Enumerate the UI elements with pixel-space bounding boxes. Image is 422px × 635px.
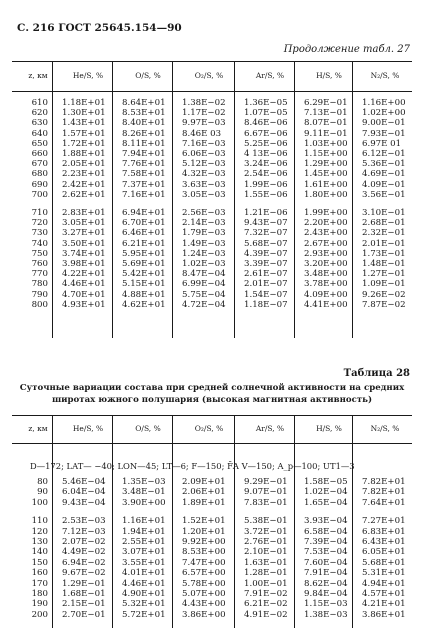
value-cell: 1.49E−03 xyxy=(182,238,226,249)
value-cell: 6.83E+01 xyxy=(362,526,406,537)
value-cell: 1.17E−02 xyxy=(182,108,226,119)
value-cell: 7.83E−01 xyxy=(244,497,288,508)
value-cell: 1.65E−04 xyxy=(304,497,348,508)
value-cell: 4.70E+01 xyxy=(62,289,106,300)
altitude-cell: 110 xyxy=(31,516,48,527)
column-header: H/S, % xyxy=(316,71,342,80)
value-cell: 2.43E+00 xyxy=(304,228,348,239)
altitude-cell: 770 xyxy=(31,269,48,280)
column-divider xyxy=(294,61,295,338)
value-cell: 9.29E−01 xyxy=(244,477,288,487)
altitude-cell: 680 xyxy=(31,169,48,180)
value-cell: 7.91E−04 xyxy=(304,568,348,579)
value-cell: 2.05E+01 xyxy=(62,159,106,170)
altitude-cell: 790 xyxy=(31,289,48,300)
value-cell: 1.15E+00 xyxy=(304,149,348,159)
altitude-cell: 750 xyxy=(31,248,48,259)
column-header: O₂/S, % xyxy=(194,71,224,80)
value-cell: 2.55E+01 xyxy=(122,537,166,547)
value-cell: 9.26E−02 xyxy=(362,289,406,300)
column-header: Ar/S, % xyxy=(255,71,285,80)
value-cell: 7.53E−04 xyxy=(304,547,348,558)
title-line-1: Суточные вариации состава при средней солнечной активности на средних xyxy=(19,383,405,393)
value-cell: 3.90E+00 xyxy=(122,497,166,508)
value-cell: 3.72E−01 xyxy=(244,526,288,537)
value-cell: 7.82E+01 xyxy=(362,487,406,498)
altitude-cell: 190 xyxy=(31,599,48,610)
column-divider xyxy=(234,415,235,628)
value-cell: 7.64E+01 xyxy=(362,497,406,508)
value-cell: 3.78E+00 xyxy=(304,279,348,290)
column-header: N₂/S, % xyxy=(370,424,400,433)
value-cell: 6.04E−04 xyxy=(62,487,106,498)
value-cell: 2.06E+01 xyxy=(182,487,226,498)
value-cell: 3.48E+00 xyxy=(304,269,348,280)
page-gost-number: С. 216 ГОСТ 25645.154—90 xyxy=(17,22,182,34)
value-cell: 1.02E+00 xyxy=(362,108,406,119)
altitude-cell: 140 xyxy=(31,547,48,558)
altitude-cell: 610 xyxy=(31,98,48,108)
column-divider xyxy=(172,61,173,338)
value-cell: 4.49E−02 xyxy=(62,547,106,558)
value-cell: 1.63E−01 xyxy=(244,557,288,568)
value-cell: 4 13E−06 xyxy=(244,149,288,159)
value-cell: 1.61E+00 xyxy=(304,179,348,190)
value-cell: 9.00E−01 xyxy=(362,118,406,129)
value-cell: 1.18E−07 xyxy=(244,299,288,310)
altitude-cell: 80 xyxy=(37,477,48,487)
altitude-cell: 170 xyxy=(31,578,48,589)
column-divider xyxy=(352,415,353,628)
value-cell: 2.15E−01 xyxy=(62,599,106,610)
value-cell: 8.62E−04 xyxy=(304,578,348,589)
title-line-2: широтах южного полушария (высокая магнитная активность) xyxy=(51,395,373,405)
value-cell: 7.12E−03 xyxy=(62,526,106,537)
value-cell: 1.30E+01 xyxy=(62,108,106,119)
value-cell: 6.70E+01 xyxy=(122,218,166,229)
value-cell: 1.43E+01 xyxy=(62,118,106,129)
value-cell: 9.97E−03 xyxy=(182,118,226,129)
column-header: z, км xyxy=(28,424,48,433)
value-cell: 1.36E−05 xyxy=(244,98,288,108)
value-cell: 2.10E−01 xyxy=(244,547,288,558)
value-cell: 5.31E+01 xyxy=(362,568,406,579)
model-conditions: D—172; LAT— −40; LON—45; LT—6; F—150; F̄A V—150; A_p—100; UT1—3 xyxy=(30,461,355,471)
value-cell: 2.14E−03 xyxy=(182,218,226,229)
table-reference: табл. 27 xyxy=(363,44,410,55)
value-cell: 2.53E−03 xyxy=(62,516,106,527)
value-cell: 7.47E+00 xyxy=(182,557,226,568)
value-cell: 4.91E−02 xyxy=(244,609,288,620)
value-cell: 5.42E+01 xyxy=(122,269,166,280)
value-cell: 8.47E−04 xyxy=(182,269,226,280)
value-cell: 6.57E+00 xyxy=(182,568,226,579)
value-cell: 7.27E+01 xyxy=(362,516,406,527)
value-cell: 2.93E+00 xyxy=(304,248,348,259)
value-cell: 3.50E+01 xyxy=(62,238,106,249)
value-cell: 1.57E+01 xyxy=(62,128,106,139)
value-cell: 1.16E+00 xyxy=(362,98,406,108)
value-cell: 1.45E+00 xyxy=(304,169,348,180)
value-cell: 6.06E−03 xyxy=(182,149,226,159)
value-cell: 2.70E−01 xyxy=(62,609,106,620)
altitude-cell: 160 xyxy=(31,568,48,579)
value-cell: 3.05E−03 xyxy=(182,189,226,200)
value-cell: 4.88E+01 xyxy=(122,289,166,300)
value-cell: 1.89E+01 xyxy=(182,497,226,508)
value-cell: 9.43E−07 xyxy=(244,218,288,229)
value-cell: 4.39E−07 xyxy=(244,248,288,259)
column-divider xyxy=(294,415,295,628)
altitude-cell: 90 xyxy=(37,487,48,498)
value-cell: 1.02E−04 xyxy=(304,487,348,498)
column-header: O₂/S, % xyxy=(194,424,224,433)
value-cell: 2.09E+01 xyxy=(182,477,226,487)
value-cell: 3.86E+00 xyxy=(182,609,226,620)
table-number: 28 xyxy=(396,368,410,379)
column-header: Ar/S, % xyxy=(255,424,285,433)
value-cell: 5.78E+00 xyxy=(182,578,226,589)
value-cell: 7.39E−04 xyxy=(304,537,348,547)
value-cell: 3.98E+01 xyxy=(62,259,106,269)
value-cell: 3.39E−07 xyxy=(244,259,288,269)
column-divider xyxy=(234,61,235,338)
value-cell: 7.76E+01 xyxy=(122,159,166,170)
value-cell: 6.21E−02 xyxy=(244,599,288,610)
value-cell: 2.83E+01 xyxy=(62,208,106,218)
value-cell: 9.43E−04 xyxy=(62,497,106,508)
value-cell: 4.57E+01 xyxy=(362,589,406,599)
value-cell: 3.74E+01 xyxy=(62,248,106,259)
value-cell: 4.72E−04 xyxy=(182,299,226,310)
value-cell: 2.01E−07 xyxy=(244,279,288,290)
value-cell: 4.43E+00 xyxy=(182,599,226,610)
value-cell: 8.07E−01 xyxy=(304,118,348,129)
value-cell: 1.29E+00 xyxy=(304,159,348,170)
value-cell: 1.38E−03 xyxy=(304,609,348,620)
value-cell: 9.67E−02 xyxy=(62,568,106,579)
value-cell: 4.69E−01 xyxy=(362,169,406,180)
altitude-cell: 720 xyxy=(31,218,48,229)
column-divider xyxy=(52,415,53,628)
value-cell: 5.72E+01 xyxy=(122,609,166,620)
column-divider xyxy=(172,415,173,628)
value-cell: 1.15E−03 xyxy=(304,599,348,610)
value-cell: 2.54E−06 xyxy=(244,169,288,180)
value-cell: 4.32E−03 xyxy=(182,169,226,180)
value-cell: 4.90E+01 xyxy=(122,589,166,599)
column-header: H/S, % xyxy=(316,424,342,433)
value-cell: 1.52E+01 xyxy=(182,516,226,527)
value-cell: 1.27E−01 xyxy=(362,269,406,280)
value-cell: 5.36E−01 xyxy=(362,159,406,170)
value-cell: 8.46E−06 xyxy=(244,118,288,129)
value-cell: 1.99E+00 xyxy=(304,208,348,218)
value-cell: 8.26E+01 xyxy=(122,128,166,139)
value-cell: 1.24E−03 xyxy=(182,248,226,259)
value-cell: 7.60E−04 xyxy=(304,557,348,568)
altitude-cell: 780 xyxy=(31,279,48,290)
value-cell: 1.29E−01 xyxy=(62,578,106,589)
value-cell: 2.68E−01 xyxy=(362,218,406,229)
value-cell: 3.27E+01 xyxy=(62,228,106,239)
value-cell: 1.20E+01 xyxy=(182,526,226,537)
value-cell: 5.68E−07 xyxy=(244,238,288,249)
value-cell: 3.93E−04 xyxy=(304,516,348,527)
column-header: He/S, % xyxy=(72,424,104,433)
value-cell: 3.20E+00 xyxy=(304,259,348,269)
value-cell: 6.94E−02 xyxy=(62,557,106,568)
value-cell: 1.09E−01 xyxy=(362,279,406,290)
altitude-cell: 200 xyxy=(31,609,48,620)
value-cell: 2.20E+00 xyxy=(304,218,348,229)
value-cell: 1.99E−06 xyxy=(244,179,288,190)
altitude-cell: 640 xyxy=(31,128,48,139)
value-cell: 2.07E−02 xyxy=(62,537,106,547)
value-cell: 6.67E−06 xyxy=(244,128,288,139)
value-cell: 5.32E+01 xyxy=(122,599,166,610)
page-header xyxy=(17,22,407,36)
value-cell: 1.38E−02 xyxy=(182,98,226,108)
value-cell: 8.11E+01 xyxy=(122,138,166,149)
value-cell: 5.68E+01 xyxy=(362,557,406,568)
value-cell: 4.41E+00 xyxy=(304,299,348,310)
value-cell: 9.92E+00 xyxy=(182,537,226,547)
column-divider xyxy=(112,61,113,338)
continuation-word: Продолжение xyxy=(283,44,360,55)
value-cell: 4.21E+01 xyxy=(362,599,406,610)
value-cell: 4.22E+01 xyxy=(62,269,106,280)
value-cell: 1.00E−01 xyxy=(244,578,288,589)
value-cell: 6.12E−01 xyxy=(362,149,406,159)
value-cell: 3.63E−03 xyxy=(182,179,226,190)
value-cell: 4.01E+01 xyxy=(122,568,166,579)
value-cell: 8.53E+00 xyxy=(182,547,226,558)
value-cell: 6.94E+01 xyxy=(122,208,166,218)
value-cell: 4.94E+01 xyxy=(362,578,406,589)
column-header: O/S, % xyxy=(135,424,161,433)
value-cell: 7.87E−02 xyxy=(362,299,406,310)
value-cell: 1.58E−05 xyxy=(304,477,348,487)
value-cell: 3.56E−01 xyxy=(362,189,406,200)
value-cell: 3.10E−01 xyxy=(362,208,406,218)
value-cell: 8.46E 03 xyxy=(182,128,222,139)
value-cell: 6.21E+01 xyxy=(122,238,166,249)
value-cell: 2.76E−01 xyxy=(244,537,288,547)
altitude-cell: 740 xyxy=(31,238,48,249)
value-cell: 5.07E+00 xyxy=(182,589,226,599)
value-cell: 2.62E+01 xyxy=(62,189,106,200)
column-header: O/S, % xyxy=(135,71,161,80)
value-cell: 9.07E−01 xyxy=(244,487,288,498)
value-cell: 6.43E+01 xyxy=(362,537,406,547)
column-divider xyxy=(52,61,53,338)
table-word: Таблица xyxy=(343,368,393,379)
column-header: z, км xyxy=(28,71,48,80)
altitude-cell: 660 xyxy=(31,149,48,159)
value-cell: 5.12E−03 xyxy=(182,159,226,170)
altitude-cell: 650 xyxy=(31,138,48,149)
altitude-cell: 700 xyxy=(31,189,48,200)
value-cell: 1.35E−03 xyxy=(122,477,166,487)
value-cell: 2.01E−01 xyxy=(362,238,406,249)
value-cell: 5.38E−01 xyxy=(244,516,288,527)
value-cell: 2.61E−07 xyxy=(244,269,288,280)
value-cell: 1.80E+00 xyxy=(304,189,348,200)
value-cell: 3.05E+01 xyxy=(62,218,106,229)
altitude-cell: 730 xyxy=(31,228,48,239)
value-cell: 8.64E+01 xyxy=(122,98,166,108)
value-cell: 9.84E−04 xyxy=(304,589,348,599)
altitude-cell: 150 xyxy=(31,557,48,568)
value-cell: 6.58E−04 xyxy=(304,526,348,537)
value-cell: 1.72E+01 xyxy=(62,138,106,149)
value-cell: 8.53E+01 xyxy=(122,108,166,119)
value-cell: 5.46E−04 xyxy=(62,477,106,487)
value-cell: 2.32E−01 xyxy=(362,228,406,239)
value-cell: 3.86E+01 xyxy=(362,609,406,620)
value-cell: 1.48E−01 xyxy=(362,259,406,269)
value-cell: 5.95E+01 xyxy=(122,248,166,259)
value-cell: 1.16E+01 xyxy=(122,516,166,527)
value-cell: 5.15E+01 xyxy=(122,279,166,290)
value-cell: 7.32E−07 xyxy=(244,228,288,239)
altitude-cell: 800 xyxy=(31,299,48,310)
value-cell: 5.25E−06 xyxy=(244,138,288,149)
altitude-cell: 630 xyxy=(31,118,48,129)
column-header: N₂/S, % xyxy=(370,71,400,80)
value-cell: 7.91E−02 xyxy=(244,589,288,599)
value-cell: 2.67E+00 xyxy=(304,238,348,249)
value-cell: 7.13E−01 xyxy=(304,108,348,119)
value-cell: 7.37E+01 xyxy=(122,179,166,190)
altitude-cell: 120 xyxy=(31,526,48,537)
value-cell: 4.46E+01 xyxy=(122,578,166,589)
altitude-cell: 710 xyxy=(31,208,48,218)
value-cell: 1.94E+01 xyxy=(122,526,166,537)
value-cell: 1.68E−01 xyxy=(62,589,106,599)
altitude-cell: 620 xyxy=(31,108,48,119)
value-cell: 1.73E−01 xyxy=(362,248,406,259)
column-divider xyxy=(352,61,353,338)
value-cell: 7.58E+01 xyxy=(122,169,166,180)
table-28-label xyxy=(344,368,410,379)
value-cell: 1.55E−06 xyxy=(244,189,288,200)
value-cell: 6.05E+01 xyxy=(362,547,406,558)
value-cell: 1.21E−06 xyxy=(244,208,288,218)
value-cell: 3.48E−01 xyxy=(122,487,166,498)
column-divider xyxy=(112,415,113,628)
value-cell: 4.93E+01 xyxy=(62,299,106,310)
altitude-cell: 130 xyxy=(31,537,48,547)
value-cell: 7.82E+01 xyxy=(362,477,406,487)
value-cell: 1.88E+01 xyxy=(62,149,106,159)
altitude-cell: 180 xyxy=(31,589,48,599)
altitude-cell: 670 xyxy=(31,159,48,170)
value-cell: 9.11E−01 xyxy=(304,128,348,139)
table-28-title xyxy=(12,382,412,406)
continuation-label xyxy=(284,44,410,55)
column-header: He/S, % xyxy=(72,71,104,80)
value-cell: 1.79E−03 xyxy=(182,228,226,239)
value-cell: 1.28E−01 xyxy=(244,568,288,579)
value-cell: 1.07E−05 xyxy=(244,108,288,119)
value-cell: 4.46E+01 xyxy=(62,279,106,290)
value-cell: 4.62E+01 xyxy=(122,299,166,310)
value-cell: 2.56E−03 xyxy=(182,208,226,218)
value-cell: 4.09E−01 xyxy=(362,179,406,190)
value-cell: 6.46E+01 xyxy=(122,228,166,239)
value-cell: 2.42E+01 xyxy=(62,179,106,190)
value-cell: 6.29E−01 xyxy=(304,98,348,108)
value-cell: 5.75E−04 xyxy=(182,289,226,300)
value-cell: 5.69E+01 xyxy=(122,259,166,269)
value-cell: 6.97E 01 xyxy=(362,138,402,149)
altitude-cell: 100 xyxy=(31,497,48,508)
value-cell: 2.23E+01 xyxy=(62,169,106,180)
altitude-cell: 760 xyxy=(31,259,48,269)
value-cell: 4.09E+00 xyxy=(304,289,348,300)
value-cell: 3.55E+01 xyxy=(122,557,166,568)
value-cell: 1.18E+01 xyxy=(62,98,106,108)
altitude-cell: 690 xyxy=(31,179,48,190)
value-cell: 1.02E−03 xyxy=(182,259,226,269)
value-cell: 7.94E+01 xyxy=(122,149,166,159)
value-cell: 7.93E−01 xyxy=(362,128,406,139)
value-cell: 8.40E+01 xyxy=(122,118,166,129)
value-cell: 6.99E−04 xyxy=(182,279,226,290)
value-cell: 3.24E−06 xyxy=(244,159,288,170)
value-cell: 3.07E+01 xyxy=(122,547,166,558)
value-cell: 7.16E−03 xyxy=(182,138,226,149)
value-cell: 1.03E+00 xyxy=(304,138,348,149)
value-cell: 1.54E−07 xyxy=(244,289,288,300)
value-cell: 7.16E+01 xyxy=(122,189,166,200)
